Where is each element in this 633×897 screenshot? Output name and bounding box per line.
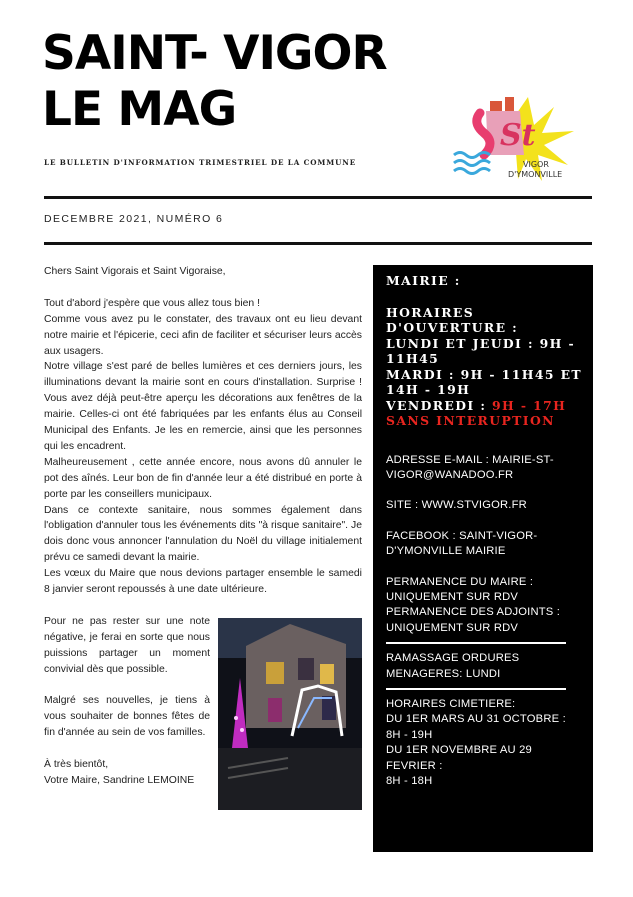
letter-paragraph: Tout d'abord j'espère que vous allez tous bien !: [44, 297, 260, 309]
horaires-vendredi: [386, 398, 583, 414]
title-line-1: SAINT- VIGOR: [42, 26, 387, 81]
vendredi-hours: 9H - 17H: [492, 397, 567, 413]
vendredi-label: VENDREDI :: [386, 397, 493, 413]
email-info: ADRESSE E-MAIL : MAIRIE-ST-VIGOR@WANADOO.FR: [386, 453, 554, 481]
sans-interuption: SANS INTERUPTION: [386, 413, 555, 428]
issue-date: DECEMBRE 2021, NUMÉRO 6: [44, 213, 224, 225]
letter-paragraph: Malgré ses nouvelles, je tiens à vous souhaiter de bonnes fêtes de fin d'année au sein de vos familles.: [44, 695, 210, 739]
sidebar-divider: [386, 688, 566, 690]
cimetiere-hours-1: 8H - 19H: [386, 728, 433, 741]
cimetiere-period-1: DU 1ER MARS AU 31 OCTOBRE :: [386, 713, 566, 726]
horaires-title: HORAIRES D'OUVERTURE :: [386, 304, 519, 335]
facebook-info: FACEBOOK : SAINT-VIGOR-D'YMONVILLE MAIRIE: [386, 529, 538, 558]
letter-greeting: Chers Saint Vigorais et Saint Vigoraise,: [44, 266, 226, 277]
mairie-info-panel: [373, 265, 593, 852]
letter-paragraph: Comme vous avez pu le constater, des travaux ont eu lieu devant notre mairie et l'épicerie, ceci afin de faciliter et sécuriser leurs accès aux usagers.: [44, 313, 362, 357]
magazine-title: [42, 26, 387, 138]
website-info: SITE : WWW.STVIGOR.FR: [386, 499, 527, 512]
cimetiere-hours-2: 8H - 18H: [386, 775, 433, 787]
logo-monogram: St: [500, 118, 536, 153]
cimetiere-title: HORAIRES CIMETIERE:: [386, 697, 516, 710]
header-divider-top: [44, 196, 592, 199]
permanence-maire: PERMANENCE DU MAIRE : UNIQUEMENT SUR RDV: [386, 575, 534, 603]
horaires-mardi: MARDI : 9H - 11H45 ET 14H - 19H: [386, 366, 583, 397]
letter-paragraph: Dans ce contexte sanitaire, nous sommes également dans l'obligation d'annuler tous les événements dits "à risque sanitaire". Je dois donc vous annoncer l'annulation du Noël du village initialement prévu ce samedi devant la mairie.: [44, 504, 362, 564]
logo-text-vigor: VIGOR: [523, 160, 549, 169]
mairie-heading: MAIRIE :: [386, 273, 461, 288]
letter-paragraph: Les vœux du Maire que nous devions partager ensemble le samedi 8 janvier seront repoussés à une date ultérieure.: [44, 568, 362, 596]
commune-logo: [450, 93, 580, 185]
horaires-lundi-jeudi: LUNDI ET JEUDI : 9H - 11H45: [386, 335, 576, 366]
ramassage-info: RAMASSAGE ORDURES MENAGERES: LUNDI: [386, 652, 520, 680]
permanence-adjoints: PERMANENCE DES ADJOINTS : UNIQUEMENT SUR RDV: [386, 606, 561, 634]
letter-paragraph: Pour ne pas rester sur une note négative, je ferai en sorte que nous puissions partager un moment convivial dès que possible.: [44, 615, 210, 675]
letter-paragraph: Notre village s'est paré de belles lumières et ces derniers jours, les illuminations devant la mairie sont en cours d'installation. Surprise ! Vous avez déjà peut-être aperçu les décorations aux fenêtres de la mairie. Celles-ci ont été fabriquées par les enfants élus au Conseil Municipal des Enfants. Je les en remercie, ainsi que les personnes qui les encadrent.: [44, 361, 362, 452]
title-line-2: LE MAG: [42, 82, 237, 137]
logo-text-ymonville: D'YMONVILLE: [508, 170, 563, 179]
tagline: LE BULLETIN D'INFORMATION TRIMESTRIEL DE LA COMMUNE: [44, 158, 357, 167]
letter-paragraph: Malheureusement , cette année encore, nous avons dû annuler le pot des aînés. Leur bon de fin d'année leur a été distribué en porte à porte par les conseillers municipaux.: [44, 456, 362, 500]
letter-closing: À très bientôt,: [44, 759, 109, 771]
letter-signature: Votre Maire, Sandrine LEMOINE: [44, 774, 195, 786]
header-divider-bottom: [44, 242, 592, 245]
mayor-letter: [44, 264, 362, 810]
town-hall-night-photo: [218, 618, 362, 810]
cimetiere-period-2: DU 1ER NOVEMBRE AU 29 FEVRIER :: [386, 744, 532, 772]
sidebar-divider: [386, 642, 566, 644]
letter-photo-section: [44, 614, 362, 810]
